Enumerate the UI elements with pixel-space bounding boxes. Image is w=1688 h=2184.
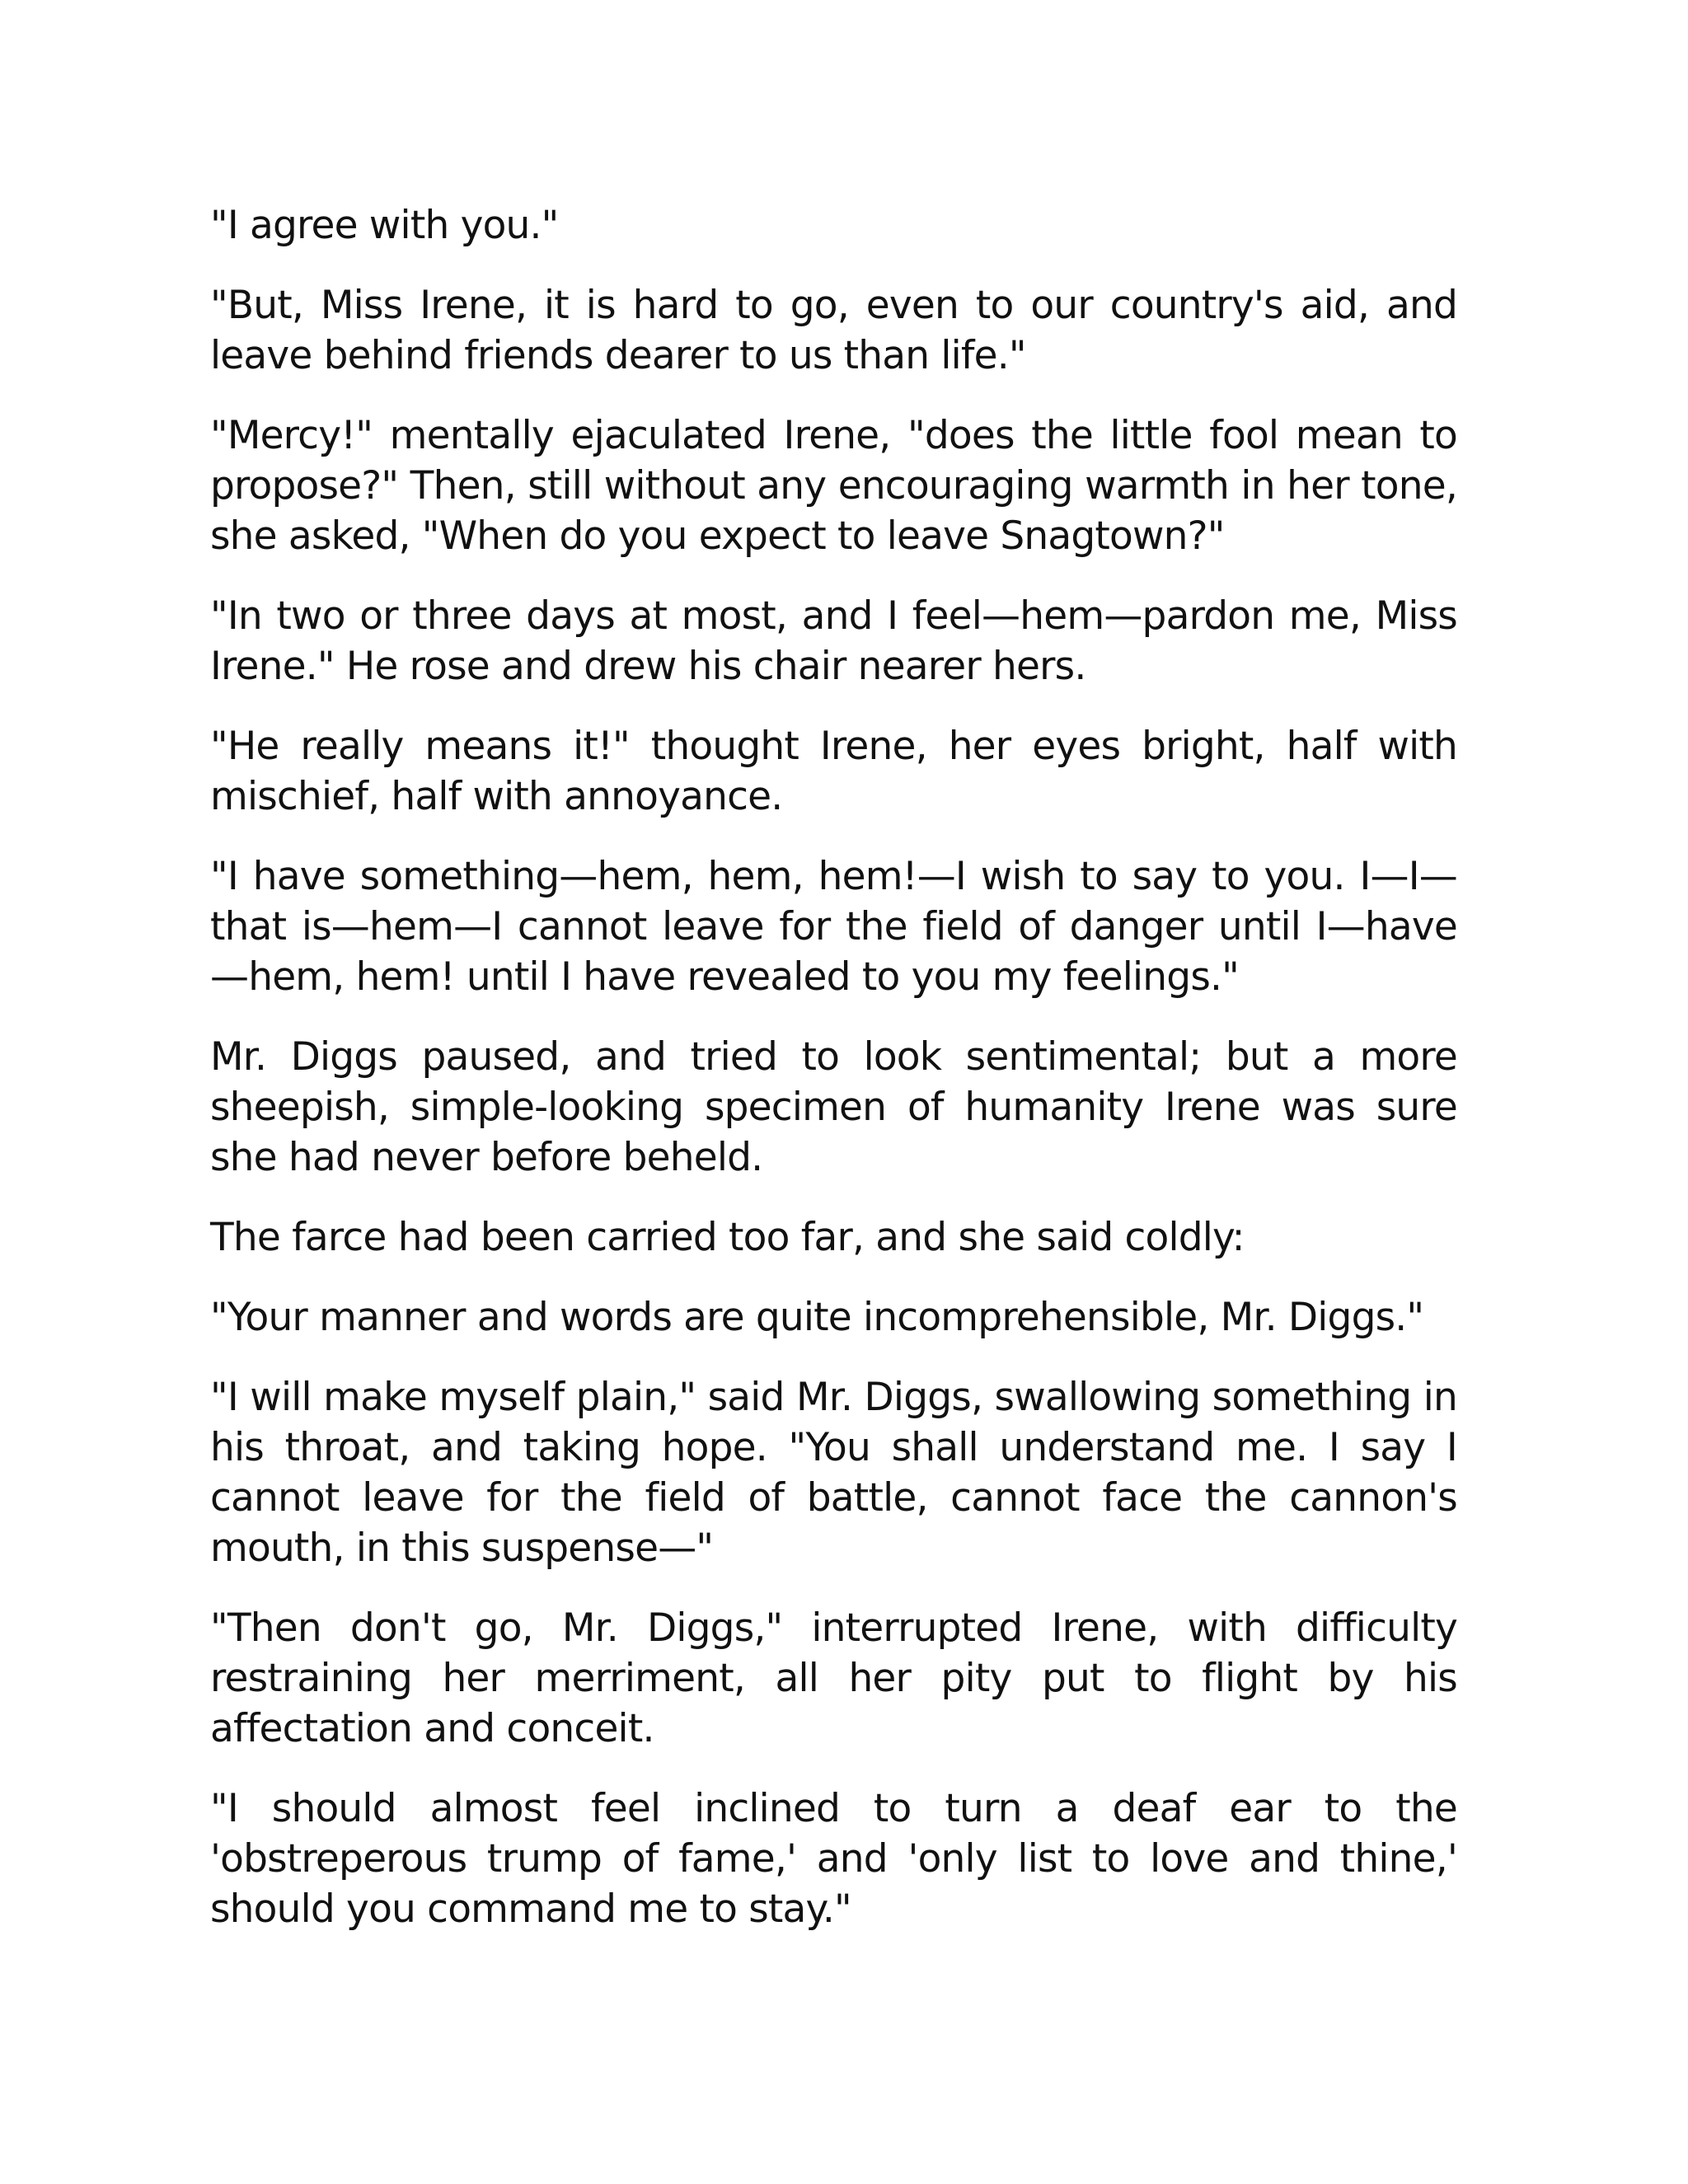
paragraph: Mr. Diggs paused, and tried to look sentimental; but a more sheepish, simple-looking specimen of humanity Irene was sure she had never before beheld. [210, 1034, 1457, 1180]
paragraph: "I agree with you." [210, 203, 559, 248]
paragraph: "But, Miss Irene, it is hard to go, even to our country's aid, and leave behind friends dearer to us than life." [210, 283, 1457, 378]
paragraph: "Your manner and words are quite incomprehensible, Mr. Diggs." [210, 1295, 1424, 1340]
paragraph: "I have something—hem, hem, hem!—I wish to say to you. I—I—that is—hem—I cannot leave for the field of danger until I—have—hem, hem! until I have revealed to you my feelings." [210, 854, 1457, 1000]
page-body [210, 200, 1457, 1964]
paragraph: "I should almost feel inclined to turn a deaf ear to the 'obstreperous trump of fame,' and 'only list to love and thine,' should you command me to stay." [210, 1786, 1457, 1932]
paragraph: "I will make myself plain," said Mr. Diggs, swallowing something in his throat, and taking hope. "You shall understand me. I say I cannot leave for the field of battle, cannot face the cannon's mouth, in this suspense—" [210, 1375, 1457, 1571]
paragraph: The farce had been carried too far, and she said coldly: [210, 1215, 1245, 1260]
paragraph: "Then don't go, Mr. Diggs," interrupted Irene, with difficulty restraining her merriment, all her pity put to flight by his affectation and conceit. [210, 1605, 1457, 1751]
paragraph: "Mercy!" mentally ejaculated Irene, "does the little fool mean to propose?" Then, still without any encouraging warmth in her tone, she asked, "When do you expect to leave Snagtown?" [210, 413, 1457, 559]
paragraph: "In two or three days at most, and I feel—hem—pardon me, Miss Irene." He rose and drew his chair nearer hers. [210, 593, 1457, 689]
paragraph: "He really means it!" thought Irene, her eyes bright, half with mischief, half with annoyance. [210, 724, 1457, 819]
